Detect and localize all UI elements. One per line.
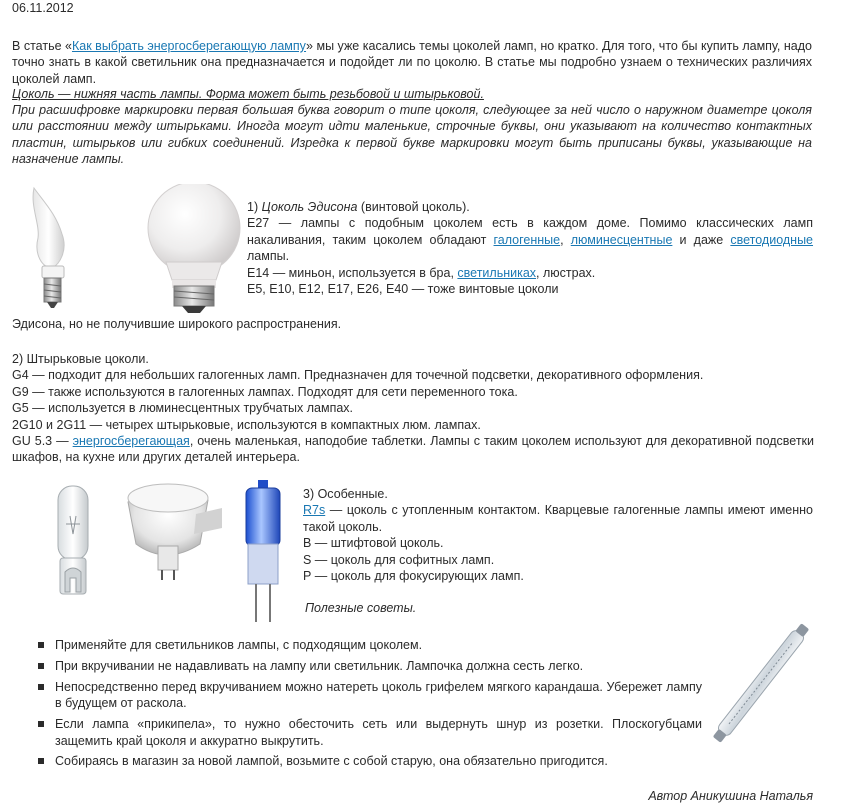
e14-text-2: , люстрах.: [536, 265, 596, 280]
socket-definition: Цоколь — нижняя часть лампы. Форма может быть резьбовой и штырьковой.: [12, 87, 484, 101]
gu53-text-1: GU 5.3 —: [12, 434, 73, 449]
tips-list: [38, 637, 702, 774]
other-edison-sockets: Е5, Е10, Е12, Е17, Е26, Е40 — тоже винтовые цоколи: [247, 282, 559, 297]
mr16-lamp-icon: [128, 484, 222, 580]
e27-separator: ,: [560, 232, 571, 247]
author-signature: Автор Аникушина Наталья: [648, 789, 813, 803]
r7s-lamp-image: [703, 608, 819, 758]
gu53-description: [12, 433, 814, 466]
bullet-icon: [38, 684, 44, 690]
bullet-icon: [38, 642, 44, 648]
blue-halogen-lamp-icon: [246, 480, 280, 622]
r7s-link[interactable]: R7s: [303, 503, 326, 518]
g4-description: G4 — подходит для небольших галогенных ламп. Предназначен для точечной подсветки, декоративного оформления.: [12, 368, 704, 383]
bullet-icon: [38, 758, 44, 764]
special-heading: 3) Особенные.: [303, 487, 388, 501]
intro-text-2: » мы уже касались темы цоколей ламп, но кратко. Для того, что бы купить лампу, надо точно знать в какой светильник она предназначается и подойдет ли по цоколю. В статье мы подробно узнаем о технических различиях цоколей ламп.: [12, 39, 812, 86]
2g10-description: 2G10 и 2G11 — четырех штырьковые, используются в компактных люм. лампах.: [12, 417, 481, 432]
e27-text-1: Е27 — лампы с подобным цоколем есть в каждом доме. Помимо классических ламп накаливания, таким цоколем обладают: [247, 216, 813, 247]
pin-heading: 2) Штырьковые цоколи.: [12, 352, 149, 366]
tip-text: При вкручивании не надавливать на лампу или светильник. Лампочка должна сесть легко.: [55, 658, 584, 673]
edison-continuation: Эдисона, но не получившие широкого распространения.: [12, 317, 342, 331]
g5-description: G5 — используется в люминесцентных трубчатых лампах.: [12, 401, 354, 416]
p-socket-description: Р — цоколь для фокусирующих ламп.: [303, 569, 524, 584]
edison-number: 1): [247, 200, 262, 214]
gu53-text-2: , очень маленькая, наподобие таблетки. Лампы с таким цоколем используют для декоративной подсветки шкафов, на кухне или других деталей интерьера.: [12, 434, 815, 465]
g9-description: G9 — также используются в галогенных лампах. Подходят для сети переменного тока.: [12, 384, 518, 399]
edison-subtitle: (винтовой цоколь).: [357, 200, 470, 214]
marking-paragraph: При расшифровке маркировки первая большая буква говорит о типе цоколя, следующее за ней число о наружном диаметре цоколя или расстоянии между штырьками. Иногда могут идти маленькие, строчные буквы, они указывают на количество контактных пластин, штырьков или гибких соединений. Изредка к первой букве маркировки могут быть приписаны буквы, указывающие на назначение лампы.: [12, 103, 812, 167]
tip-text: Применяйте для светильников лампы, с подходящим цоколем.: [55, 638, 423, 652]
led-link[interactable]: светодиодные: [730, 232, 814, 247]
tip-text: Собираясь в магазин за новой лампой, возьмите с собой старую, она обязательно пригодится.: [55, 754, 608, 769]
r7s-tube-lamp-icon: [711, 622, 811, 744]
list-item: [38, 637, 702, 653]
halogen-link[interactable]: галогенные: [493, 232, 561, 247]
edison-lamps-image: [16, 184, 242, 314]
pin-lamps-image: [46, 474, 298, 626]
bullet-icon: [38, 721, 44, 727]
intro-text-1: В статье «: [12, 39, 72, 53]
fluorescent-link[interactable]: люминесцентные: [570, 232, 673, 247]
intro-paragraph: [12, 38, 812, 87]
bullet-icon: [38, 663, 44, 669]
tips-heading: Полезные советы.: [305, 601, 417, 615]
e27-description: [247, 215, 813, 264]
edison-section: [247, 199, 813, 297]
s-socket-description: S — цоколь для софитных ламп.: [303, 552, 495, 567]
r7s-text: — цоколь с утопленным контактом. Кварцевые галогенные лампы имеют именно такой цоколь.: [303, 503, 813, 534]
e27-text-3: лампы.: [247, 249, 290, 264]
list-item: [38, 658, 702, 674]
article-link-energy-saving-lamp[interactable]: Как выбрать энергосберегающую лампу: [71, 39, 307, 53]
candle-lamp-icon: [33, 188, 64, 308]
e27-text-2: и даже: [672, 232, 731, 247]
edison-heading: [247, 199, 813, 215]
list-item: [38, 753, 702, 769]
energy-saving-link[interactable]: энергосберегающая: [72, 434, 190, 449]
list-item: [38, 679, 702, 712]
list-item: [38, 716, 702, 749]
special-section: [303, 486, 813, 584]
edison-title: Цоколь Эдисона: [261, 200, 358, 214]
publish-date: 06.11.2012: [12, 1, 74, 15]
g9-capsule-lamp-icon: [58, 486, 88, 594]
e14-description: [247, 265, 813, 281]
tip-text: Если лампа «прикипела», то нужно обесточить сеть или выдернуть шнур из розетки. Плоскогубцами защемить край цоколя и аккуратно выкрутить.: [55, 717, 702, 748]
fixtures-link[interactable]: светильниках: [457, 265, 537, 280]
e14-text-1: Е14 — миньон, используется в бра,: [247, 265, 458, 280]
tip-text: Непосредственно перед вкручиванием можно натереть цоколь грифелем мягкого карандаша. Убережет лампу в будущем от раскола.: [55, 679, 702, 711]
b-socket-description: В — штифтовой цоколь.: [303, 536, 444, 551]
r7s-description: [303, 502, 813, 535]
pin-section: [12, 351, 814, 466]
incandescent-bulb-icon: [148, 184, 240, 313]
